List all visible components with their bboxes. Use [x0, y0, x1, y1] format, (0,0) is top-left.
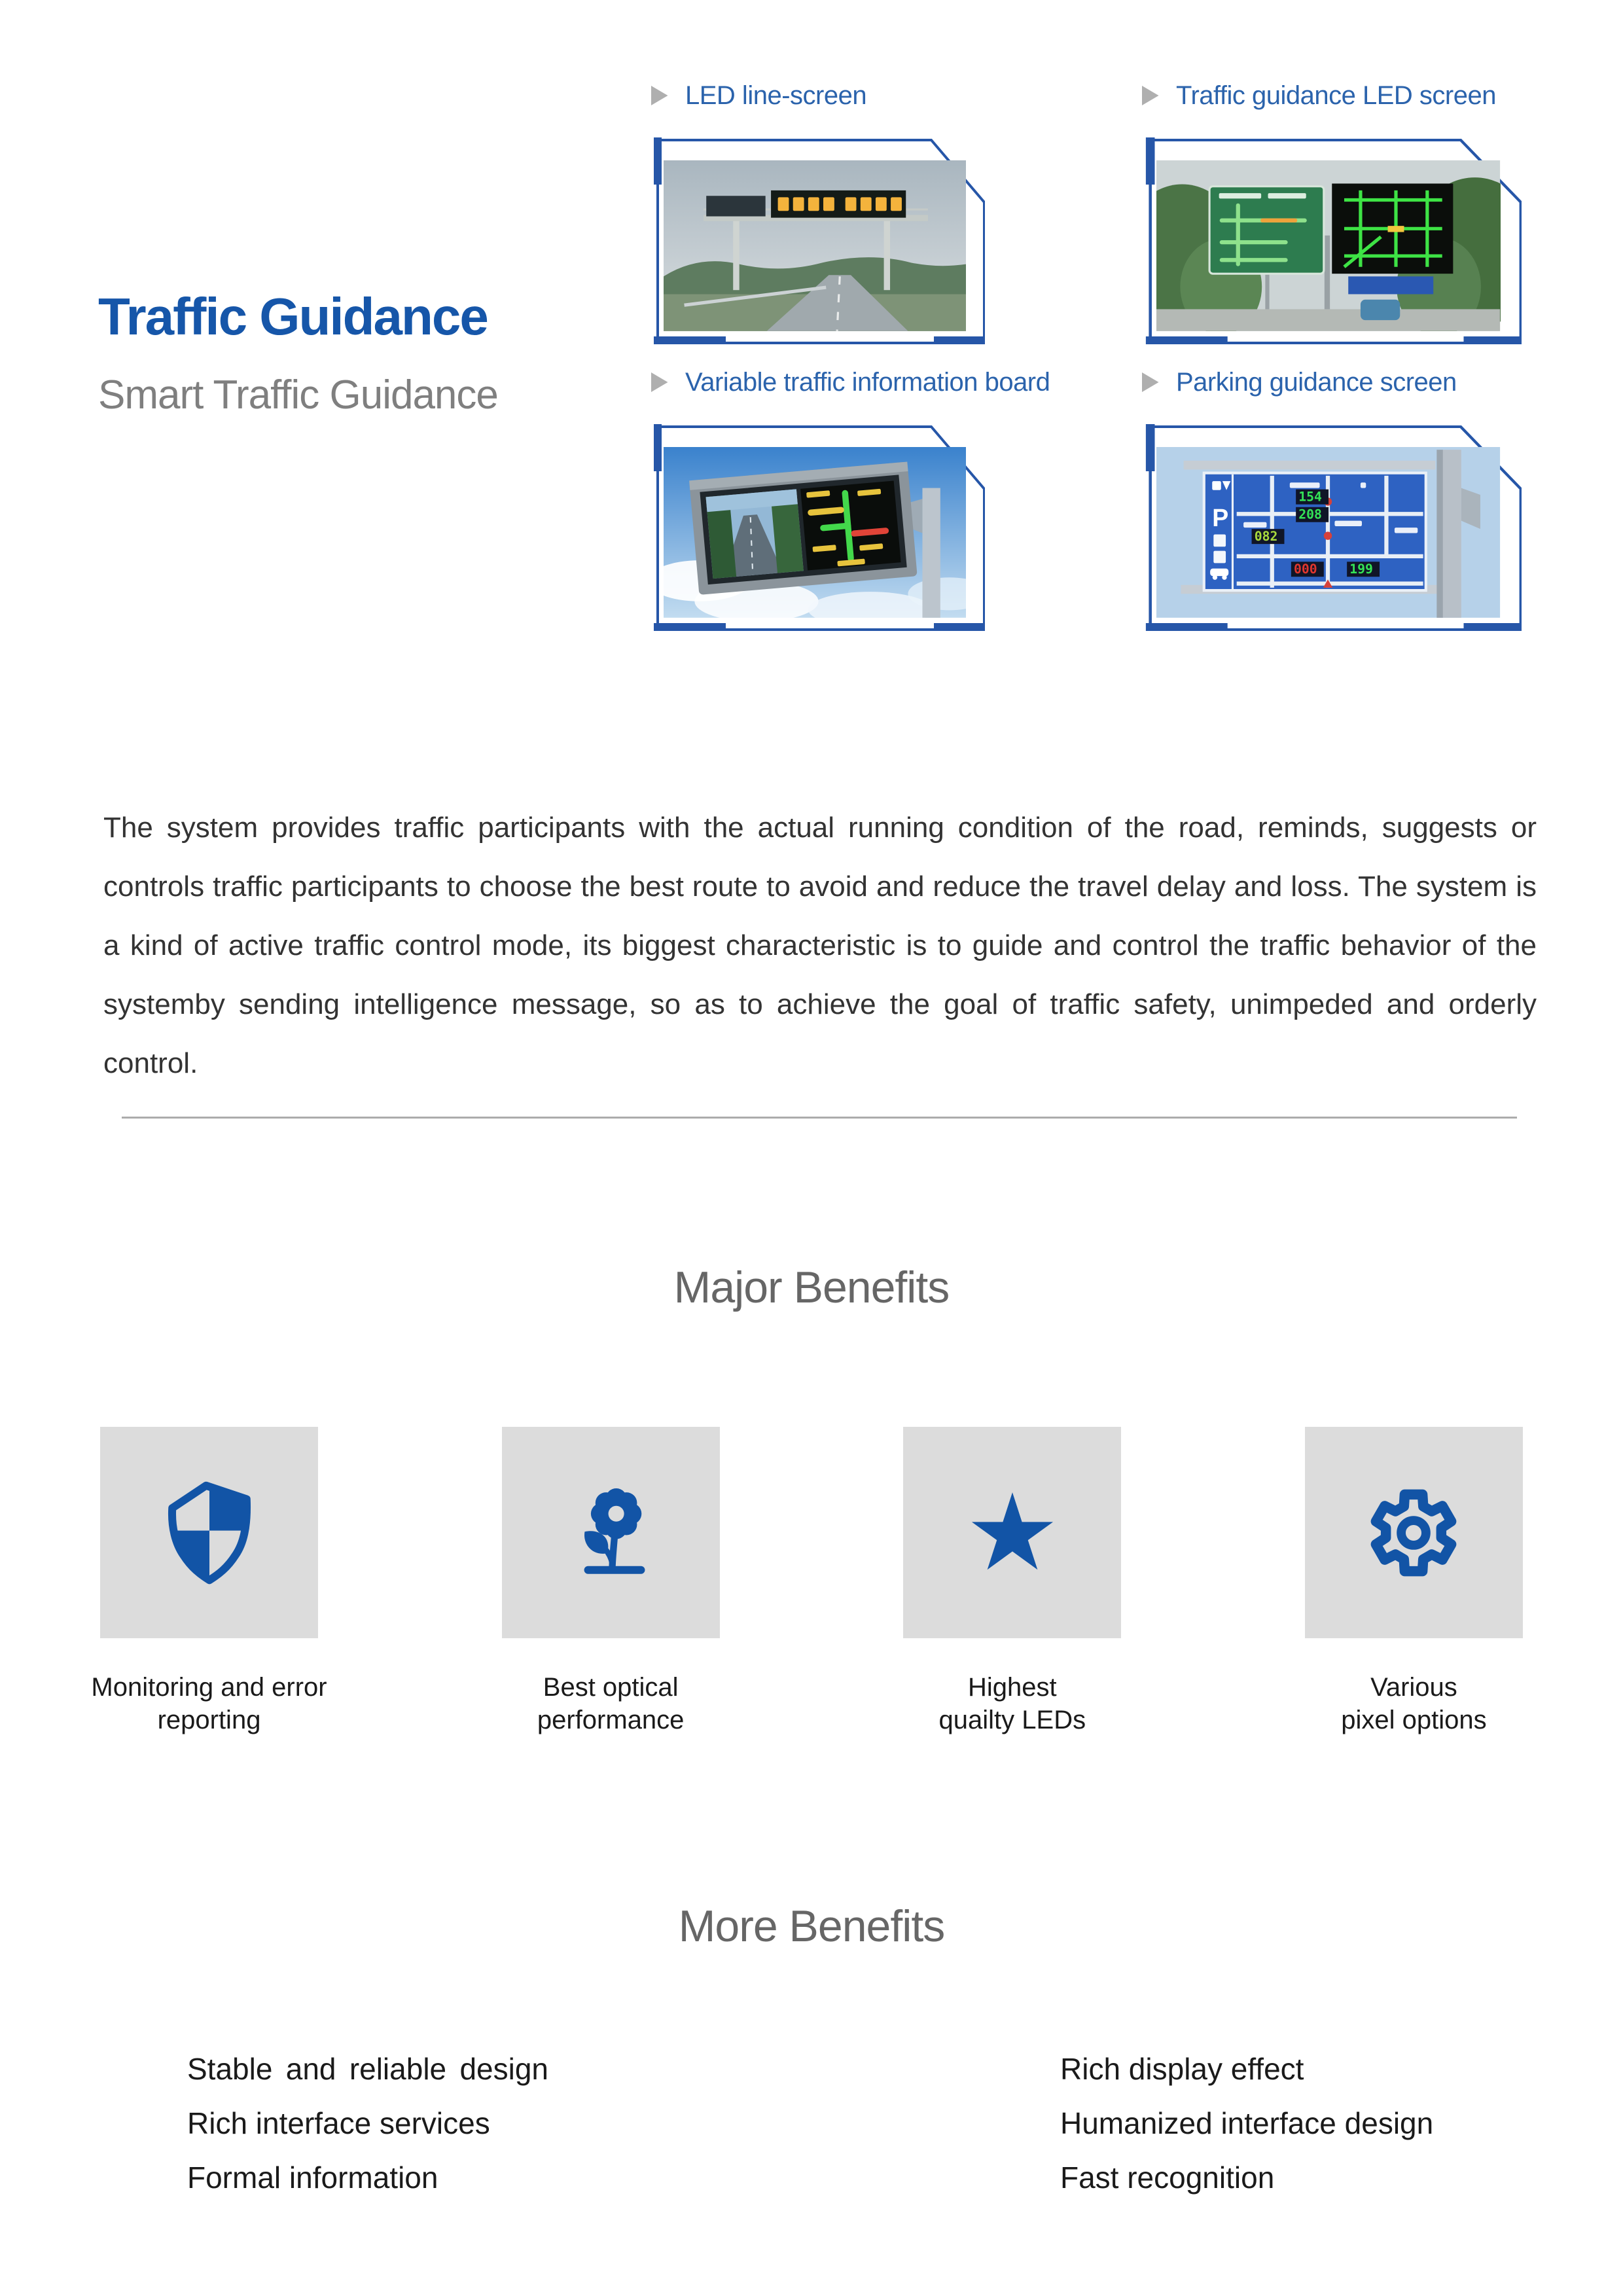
benefit-tile: [502, 1427, 720, 1638]
more-benefit-item: Humanized interface design: [1060, 2106, 1434, 2140]
parking-p-symbol: P: [1212, 503, 1229, 531]
benefit-label-line: Highest: [968, 1673, 1057, 1702]
major-benefits-heading: Major Benefits: [673, 1263, 950, 1312]
card-label-text: LED line-screen: [685, 81, 867, 110]
more-benefits-left-column: [187, 2053, 548, 2215]
photo-frame: [645, 420, 985, 634]
card-label: [645, 364, 1050, 401]
more-benefit-item: Stable and reliable design: [187, 2052, 548, 2086]
arrow-right-icon: [647, 370, 671, 394]
benefit-optical: [502, 1427, 720, 1736]
flower-icon: [554, 1477, 667, 1589]
benefit-label-line: pixel options: [1341, 1706, 1487, 1734]
card-label-text: Parking guidance screen: [1176, 367, 1457, 397]
led-line-screen-photo: [664, 160, 967, 331]
benefit-label-line: performance: [537, 1706, 685, 1734]
benefit-tile: [903, 1427, 1121, 1638]
benefit-monitoring: [91, 1427, 327, 1736]
counter-value: 199: [1349, 561, 1374, 577]
more-benefits-right-column: [1060, 2053, 1433, 2215]
card-label: [1135, 364, 1522, 401]
shield-icon: [153, 1477, 266, 1589]
benefit-label-line: Various: [1370, 1673, 1457, 1702]
benefit-label-line: Best optical: [543, 1673, 679, 1702]
section-divider: [122, 1117, 1517, 1119]
more-benefits-heading: More Benefits: [678, 1901, 945, 1951]
parking-guidance-screen-photo: [1156, 447, 1500, 618]
arrow-right-icon: [1138, 84, 1162, 107]
major-benefits-row: [91, 1427, 1523, 1736]
benefit-label-line: quailty LEDs: [938, 1706, 1086, 1734]
intro-paragraph: The system provides traffic participants with the actual running condition of the road, reminds, suggests or controls traffic participants to choose the best route to avoid and reduce the travel delay and loss. The system is a kind of active traffic control mode, its biggest characteristic is to guide and control the traffic behavior of the systemby sending intelligence message, so as to achieve the goal of traffic safety, unimpeded and orderly control.: [103, 812, 1537, 1079]
counter-value: 154: [1298, 489, 1323, 505]
counter-value: 208: [1298, 507, 1323, 522]
card-label: [645, 77, 985, 114]
benefit-label: [537, 1671, 685, 1736]
variable-traffic-information-board-photo: [664, 447, 967, 618]
benefit-label-line: reporting: [157, 1706, 261, 1734]
counter-value: 000: [1294, 561, 1318, 577]
benefit-label: [91, 1671, 327, 1736]
gear-icon: [1357, 1477, 1470, 1589]
benefit-quality: [903, 1427, 1121, 1736]
more-benefit-item: Formal information: [187, 2161, 438, 2195]
benefit-tile: [100, 1427, 318, 1638]
benefit-pixel-options: [1305, 1427, 1523, 1736]
gallery-card-variable-info-board: [645, 364, 1050, 634]
traffic-guidance-led-screen-photo: [1156, 160, 1500, 331]
benefit-tile: [1305, 1427, 1523, 1638]
counter-value: 082: [1255, 528, 1278, 544]
more-benefit-item: Rich interface services: [187, 2106, 490, 2140]
more-benefit-item: Rich display effect: [1060, 2052, 1304, 2086]
gallery-card-led-line-screen: [645, 77, 985, 347]
star-icon: [956, 1477, 1069, 1589]
brand-block: [98, 288, 498, 418]
card-label: [1135, 77, 1522, 114]
card-label-text: Variable traffic information board: [685, 367, 1050, 397]
benefit-label: [939, 1671, 1086, 1736]
gallery-card-traffic-guidance-led: [1135, 77, 1522, 347]
photo-frame: [1135, 134, 1522, 347]
benefit-label: [1341, 1671, 1486, 1736]
benefit-label-line: Monitoring and error: [91, 1673, 327, 1702]
arrow-right-icon: [647, 84, 671, 107]
page-title: Traffic Guidance: [98, 287, 488, 346]
more-benefit-item: Fast recognition: [1060, 2161, 1275, 2195]
photo-frame: [645, 134, 985, 347]
photo-frame: [1135, 420, 1522, 634]
gallery-card-parking-guidance: [1135, 364, 1522, 634]
card-label-text: Traffic guidance LED screen: [1176, 81, 1496, 110]
page-subtitle: Smart Traffic Guidance: [98, 372, 498, 418]
arrow-right-icon: [1138, 370, 1162, 394]
